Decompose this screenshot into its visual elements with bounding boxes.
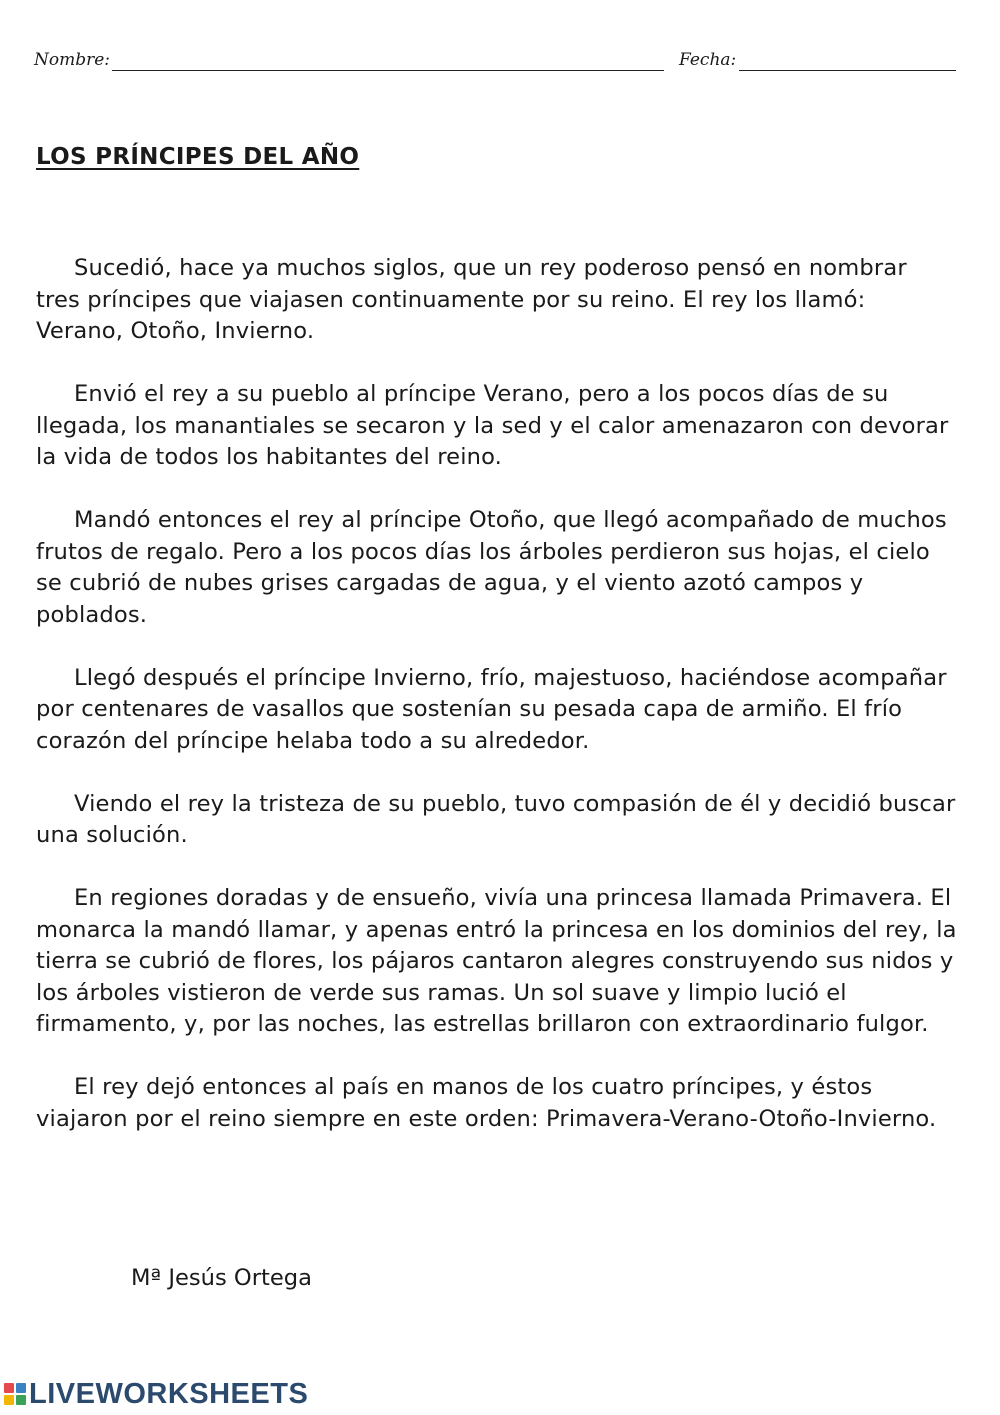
paragraph: Envió el rey a su pueblo al príncipe Verano, pero a los pocos días de su llegada, los manantiales se secaron y la sed y el calor amenazaron con devorar la vida de todos los habitantes del reino. (36, 381, 949, 470)
story-text (36, 253, 958, 1167)
author-signature: Mª Jesús Ortega (131, 1265, 312, 1291)
paragraph: Llegó después el príncipe Invierno, frío, majestuoso, haciéndose acompañar por centenares de vasallos que sostenían su pesada capa de armiño. El frío corazón del príncipe helaba todo a su alrededor. (36, 664, 947, 754)
logo-square-yellow (4, 1395, 14, 1405)
date-label: Fecha: (679, 50, 737, 70)
header-fields (34, 46, 956, 76)
name-field-line[interactable] (112, 70, 664, 71)
logo-square-blue (16, 1383, 26, 1393)
page-title: LOS PRÍNCIPES DEL AÑO (36, 144, 360, 170)
logo-square-red (4, 1383, 14, 1393)
paragraph: Viendo el rey la tristeza de su pueblo, tuvo compasión de él y decidió buscar una solución. (36, 790, 956, 848)
liveworksheets-logo-icon (4, 1383, 26, 1405)
brand-name: LIVEWORKSHEETS (29, 1377, 309, 1410)
name-label: Nombre: (34, 50, 111, 70)
paragraph: El rey dejó entonces al país en manos de los cuatro príncipes, y éstos viajaron por el reino siempre en este orden: Primavera-Verano-Otoño-Invierno. (36, 1074, 937, 1132)
paragraph: En regiones doradas y de ensueño, vivía una princesa llamada Primavera. El monarca la mandó llamar, y apenas entró la princesa en los dominios del rey, la tierra se cubrió de flores, los pájaros cantaron alegres construyendo sus nidos y los árboles vistieron de verde sus ramas. Un sol suave y limpio lució el firmamento, y, por las noches, las estrellas brillaron con extraordinario fulgor. (36, 885, 957, 1037)
paragraph: Mandó entonces el rey al príncipe Otoño, que llegó acompañado de muchos frutos de regalo. Pero a los pocos días los árboles perdieron sus hojas, el cielo se cubrió de nubes grises cargadas de agua, y el viento azotó campos y poblados. (36, 507, 947, 628)
liveworksheets-brand (4, 1378, 308, 1410)
date-field-line[interactable] (739, 70, 956, 71)
logo-square-green (16, 1395, 26, 1405)
paragraph: Sucedió, hace ya muchos siglos, que un rey poderoso pensó en nombrar tres príncipes que viajasen continuamente por su reino. El rey los llamó: Verano, Otoño, Invierno. (36, 255, 907, 344)
